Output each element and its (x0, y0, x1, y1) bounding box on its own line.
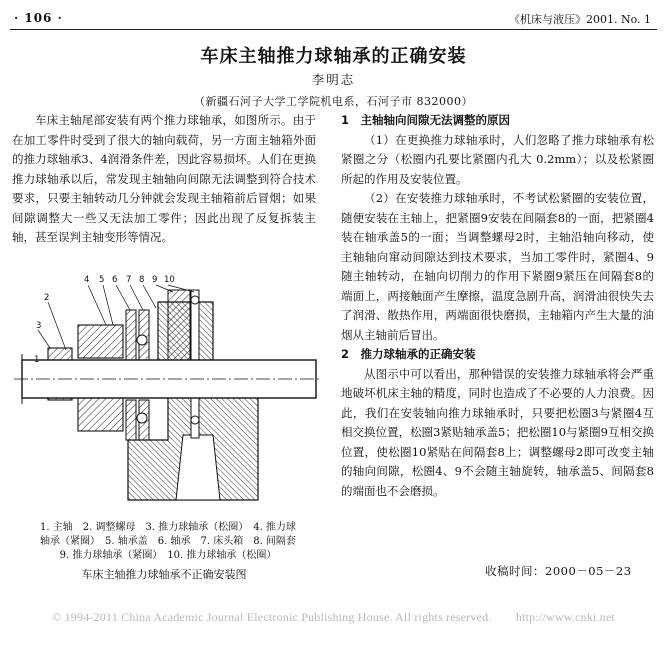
copyright-footer: © 1994-2011 China Academic Journal Electronic Publishing House. All rights reserved. http://www.cnki.net (52, 610, 615, 624)
legend-line: 轴承（紧圈） 5. 轴承盖 6. 轴承 7. 床头箱 8. 间隔套 (40, 536, 296, 547)
intro-paragraph: 车床主轴尾部安装有两个推力球轴承，如图所示。由于在加工零件时受到了很大的轴向载荷，另一方面主轴箱外面的推力球轴承3、4润滑条件差，因此容易损坏。人们在更换推力球轴承以后，常发现主轴轴向间隙无法调整到符合技术要求，只要主轴转动几分钟就会发现主轴箱前后冒烟；如果间隙调整大一些又无法加工零件；因此出现了反复拆装主轴，甚至误判主轴变形等情况。 (12, 113, 316, 244)
part-label-7: 7 (126, 275, 132, 285)
part-label-8: 8 (139, 275, 145, 285)
section-1-paragraph-1: （1）在更换推力球轴承时，人们忽略了推力球轴承有松紧圈之分（松圈内孔要比紧圈内孔大 0.2mm）；以及松紧圈所起的作用及安装位置。 (341, 132, 654, 186)
received-date: 收稿时间：2000－05－23 (485, 564, 632, 578)
figure-caption: 车床主轴推力球轴承不正确安装图 (81, 568, 247, 581)
header-rule (10, 29, 657, 30)
part-label-6: 6 (112, 275, 118, 285)
bearing-cover (78, 325, 123, 358)
part-label-3: 3 (36, 321, 42, 331)
legend-line: 9. 推力球轴承（紧圈） 10. 推力球轴承（松圈） (59, 550, 277, 561)
journal-name: 《机床与液压》2001. No. 1 (508, 13, 651, 26)
part-label-2: 2 (44, 293, 50, 303)
part-label-4: 4 (84, 275, 90, 285)
section-2-paragraph-1: 从图示中可以看出，那种错误的安装推力球轴承将会严重地破坏机床主轴的精度，同时也造成了不必要的人力浪费。因此，我们在安装轴向推力球轴承时，只要把松圈3与紧圈4互相交换位置，松圈3紧贴轴承盖5；把松圈10与紧圈9互相交换位置，使松圈10紧贴在间隔套8上；调整螺母2即可改变主轴的轴向间隙，松圈4、9不会随主轴旋转，轴承盖5、间隔套8的端面也不会磨损。 (341, 366, 654, 498)
bearing-assembly-figure (8, 270, 320, 520)
legend-line: 1. 主轴 2. 调整螺母 3. 推力球轴承（松圈） 4. 推力球 (40, 522, 296, 533)
part-label-1: 1 (34, 355, 40, 365)
section-1-heading: 1 主轴轴向间隙无法调整的原因 (341, 113, 510, 127)
section-1-paragraph-2: （2）在安装推力球轴承时，不考试松紧圈的安装位置，随便安装在主轴上，把紧圈9安装在间隔套8的一面，把紧圈4装在轴承盖5的一面；当调整螺母2时，主轴沿轴向移动，使主轴轴向窜动间隙达到技术要求，当加工零件时，紧圈4、9随主轴转动，在轴向切削力的作用下紧圈9紧压在间隔套8的端面上，两接触面产生摩擦，温度急剧升高，润滑油很快失去了润滑、散热作用，两端面很快磨损，主轴箱内产生大量的油烟从主轴前后冒出。 (341, 191, 654, 342)
article-author: 李明志 (311, 72, 356, 87)
section-2-heading: 2 推力球轴承的正确安装 (341, 347, 476, 361)
page-number: · 106 · (14, 11, 63, 25)
part-label-9: 9 (152, 275, 158, 285)
article-affiliation: （新疆石河子大学工学院机电系，石河子市 832000） (194, 95, 473, 108)
article-title: 车床主轴推力球轴承的正确安装 (200, 46, 467, 67)
part-label-5: 5 (99, 275, 105, 285)
left-column (12, 111, 316, 248)
right-column (341, 111, 654, 501)
thrust-bearing-upper (126, 310, 136, 360)
figure-legend (20, 521, 316, 563)
part-label-10: 10 (164, 275, 175, 285)
